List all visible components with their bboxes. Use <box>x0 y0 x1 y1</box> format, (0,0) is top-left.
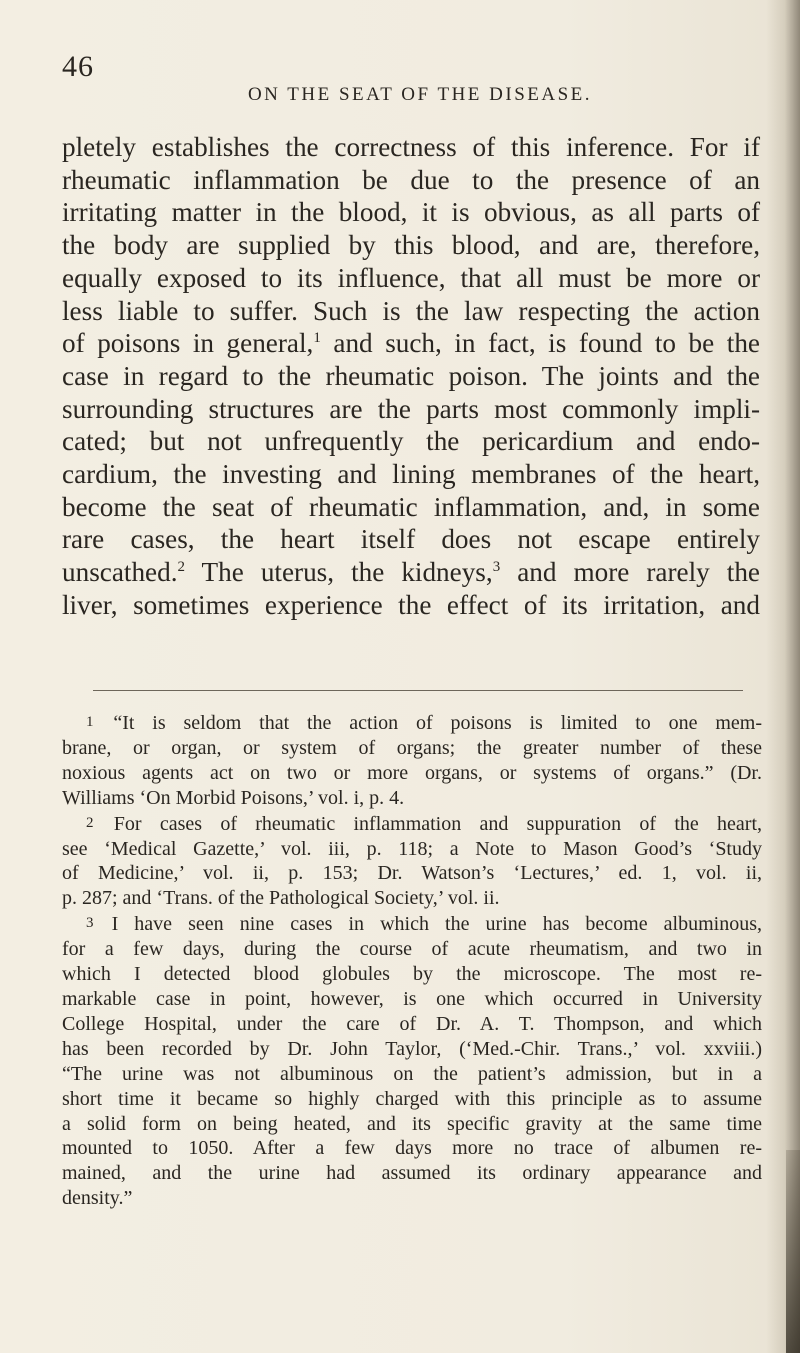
footnote-line: for a few days, during the course of acute rheumatism, and two in <box>62 938 762 961</box>
footnote-line: noxious agents act on two or more organs, or systems of organs.” (Dr. <box>62 761 762 784</box>
footnote-line: density.” <box>62 1187 133 1210</box>
text-line <box>62 327 760 360</box>
text-segment: unscathed. <box>62 557 178 588</box>
footnote-text: For cases of rheumatic inflammation and suppuration of the heart, <box>113 812 763 835</box>
footnote-3 <box>62 911 762 1211</box>
footnote-mark: 2 <box>86 814 94 831</box>
footnote-line: p. 287; and ‘Trans. of the Pathological Society,’ vol. ii. <box>62 887 500 910</box>
footnote-line <box>62 811 762 837</box>
footnote-line: mained, and the urine had assumed its ordinary appearance and <box>62 1162 762 1185</box>
footnote-line: has been recorded by Dr. John Taylor, (‘Med.-Chir. Trans.,’ vol. xxviii.) <box>62 1037 762 1060</box>
text-line: less liable to suffer. Such is the law respecting the action <box>62 295 760 326</box>
footnote-line: a solid form on being heated, and its specific gravity at the same time <box>62 1112 762 1135</box>
text-line: pletely establishes the correctness of this inference. For if <box>62 132 760 162</box>
page-corner-shadow <box>786 1150 800 1353</box>
text-line: liver, sometimes experience the effect of its irritation, and <box>62 589 760 620</box>
text-line: equally exposed to its influence, that all must be more or <box>62 262 760 293</box>
text-line: case in regard to the rheumatic poison. The joints and the <box>62 360 760 391</box>
text-line: rare cases, the heart itself does not escape entirely <box>62 524 760 555</box>
footnote-line: short time it became so highly charged with this principle as to assume <box>62 1087 762 1110</box>
text-segment: and such, in fact, is found to be the <box>320 328 760 359</box>
text-line: surrounding structures are the parts most commonly impli- <box>62 393 760 424</box>
text-line: become the seat of rheumatic inflammation, and, in some <box>62 491 760 522</box>
footnote-mark: 3 <box>86 915 94 932</box>
footnote-line: markable case in point, however, is one which occurred in University <box>62 987 762 1010</box>
text-line <box>62 556 760 589</box>
footnote-line: brane, or organ, or system of organs; the greater number of these <box>62 736 762 759</box>
page-number: 46 <box>62 50 94 83</box>
text-line: irritating matter in the blood, it is obvious, as all parts of <box>62 197 760 228</box>
footnote-ref-1: 1 <box>313 330 321 347</box>
footnote-text: “It is seldom that the action of poisons is limited to one mem- <box>113 712 762 734</box>
footnote-line <box>62 710 762 736</box>
footnote-line: which I detected blood globules by the microscope. The most re- <box>62 963 762 986</box>
footnote-line: College Hospital, under the care of Dr. A. T. Thompson, and which <box>62 1012 762 1035</box>
footnote-2 <box>62 811 762 912</box>
footnote-divider <box>93 690 743 691</box>
main-text <box>62 131 760 622</box>
text-line: cated; but not unfrequently the pericardium and endo- <box>62 426 760 457</box>
text-segment: of poisons in general, <box>62 328 314 359</box>
text-segment: The uterus, the kidneys, <box>185 557 493 588</box>
footnote-ref-3: 3 <box>492 559 501 576</box>
footnote-line: mounted to 1050. After a few days more no trace of albumen re- <box>62 1137 762 1160</box>
running-title: ON THE SEAT OF THE DISEASE. <box>247 84 593 105</box>
text-line: cardium, the investing and lining membranes of the heart, <box>62 459 760 490</box>
footnote-text: I have seen nine cases in which the urine has become albuminous, <box>111 913 763 936</box>
text-segment: and more rarely the <box>500 557 760 588</box>
footnote-ref-2: 2 <box>177 559 185 576</box>
footnote-mark: 1 <box>86 714 94 730</box>
text-line: rheumatic inflammation be due to the presence of an <box>62 164 760 195</box>
footnote-line: of Medicine,’ vol. ii, p. 153; Dr. Watson’s ‘Lectures,’ ed. 1, vol. ii, <box>62 862 762 885</box>
footnote-line: “The urine was not albuminous on the patient’s admission, but in a <box>62 1062 762 1085</box>
footnote-line <box>62 911 762 937</box>
text-line: the body are supplied by this blood, and are, therefore, <box>62 230 760 261</box>
footnotes <box>62 710 762 1211</box>
footnote-1 <box>62 710 762 811</box>
footnote-line: Williams ‘On Morbid Poisons,’ vol. i, p. 4. <box>62 786 405 809</box>
footnote-line: see ‘Medical Gazette,’ vol. iii, p. 118; a Note to Mason Good’s ‘Study <box>62 837 762 860</box>
